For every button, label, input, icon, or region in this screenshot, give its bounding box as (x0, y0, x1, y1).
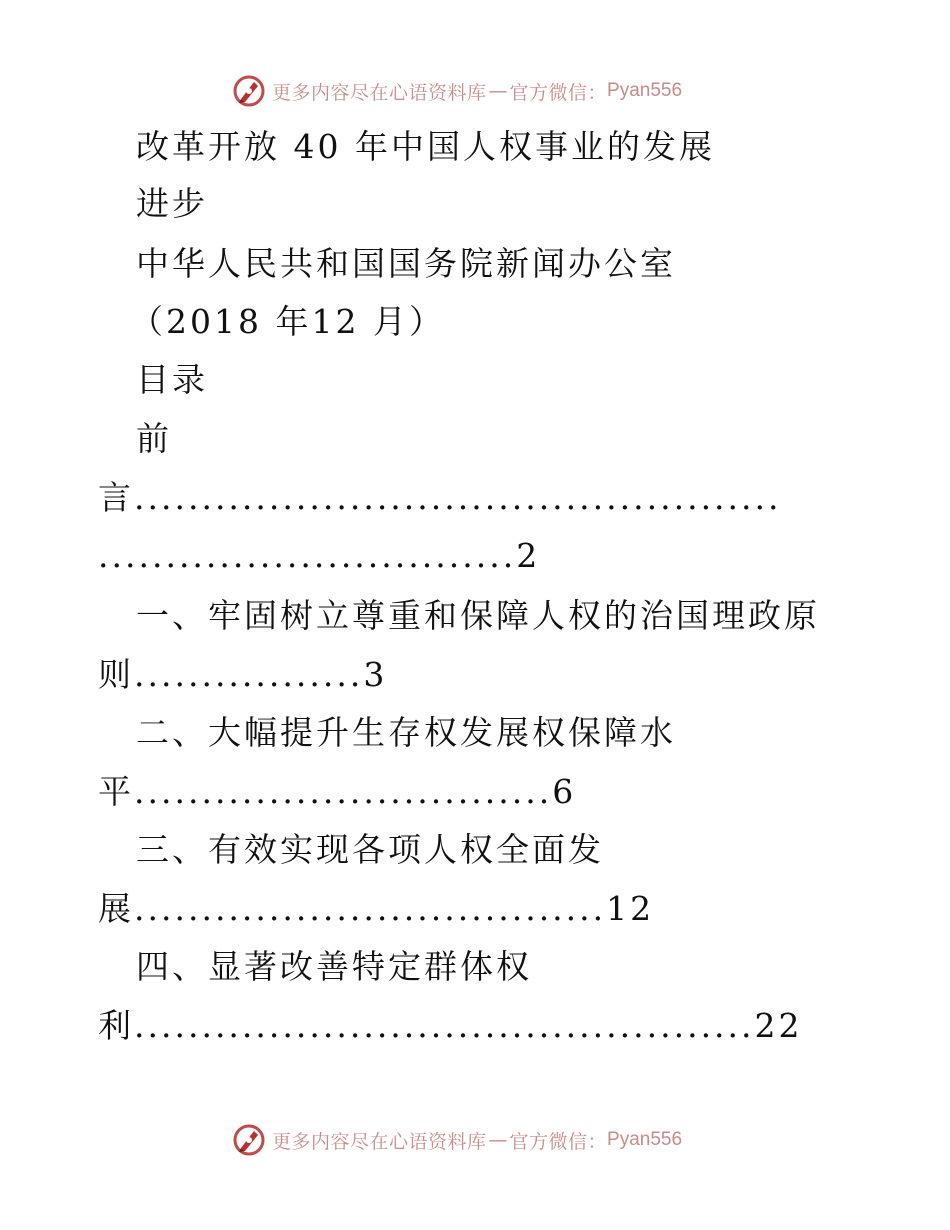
toc-entry-1-label-end: 则 (98, 655, 134, 694)
pen-logo-icon (232, 74, 266, 108)
watermark-text: 更多内容尽在心语资料库 (272, 1130, 487, 1153)
footer-watermark (232, 1120, 682, 1160)
pen-logo-icon (232, 1123, 266, 1157)
toc-page-number: 2 (516, 536, 541, 575)
watermark-separator: — (488, 1129, 508, 1151)
document-issuer: 中华人民共和国国务院新闻办公室 (136, 244, 676, 283)
toc-entry-2-label-end: 平 (98, 772, 134, 811)
toc-entry-1-label[interactable]: 一、牢固树立尊重和保障人权的治国理政原 (136, 596, 820, 635)
toc-entry-1-line2[interactable] (98, 655, 387, 695)
toc-leader-dots: ................................................ (134, 478, 782, 517)
document-title-line2: 进步 (136, 184, 208, 223)
toc-leader-dots: ............................... (98, 536, 517, 575)
toc-leader-dots: ................................... (134, 889, 607, 928)
toc-entry-2-label[interactable]: 二、大幅提升生存权发展权保障水 (136, 713, 676, 752)
toc-entry-3-label[interactable]: 三、有效实现各项人权全面发 (136, 830, 604, 869)
watermark-separator: — (488, 80, 508, 102)
toc-entry-preface-line3[interactable] (98, 536, 540, 576)
toc-leader-dots: ................. (134, 655, 364, 694)
toc-page-number: 12 (606, 889, 655, 928)
document-title-line1: 改革开放 40 年中国人权事业的发展 (136, 127, 715, 166)
header-watermark (232, 71, 682, 111)
watermark-id: Pyan556 (607, 1129, 683, 1150)
watermark-text: 更多内容尽在心语资料库 (272, 81, 487, 104)
toc-entry-preface-label-1[interactable]: 前 (136, 419, 172, 458)
watermark-label: 官方微信： (509, 1130, 608, 1153)
watermark-id: Pyan556 (607, 80, 683, 101)
toc-heading: 目录 (136, 360, 208, 399)
document-date: （2018 年12 月） (130, 302, 445, 341)
toc-entry-4-label-end: 利 (98, 1006, 134, 1045)
toc-entry-4-line2[interactable] (98, 1006, 803, 1046)
toc-page-number: 3 (363, 655, 388, 694)
toc-entry-3-label-end: 展 (98, 889, 134, 928)
toc-page-number: 22 (754, 1006, 803, 1045)
toc-entry-3-line2[interactable] (98, 889, 654, 929)
toc-page-number: 6 (552, 772, 577, 811)
toc-entry-2-line2[interactable] (98, 772, 576, 812)
toc-leader-dots: ............................... (134, 772, 553, 811)
toc-entry-preface-line2[interactable] (98, 478, 782, 518)
toc-leader-dots: .............................................. (134, 1006, 755, 1045)
toc-entry-preface-label-2: 言 (98, 478, 134, 517)
watermark-label: 官方微信： (509, 81, 608, 104)
toc-entry-4-label[interactable]: 四、显著改善特定群体权 (136, 947, 532, 986)
